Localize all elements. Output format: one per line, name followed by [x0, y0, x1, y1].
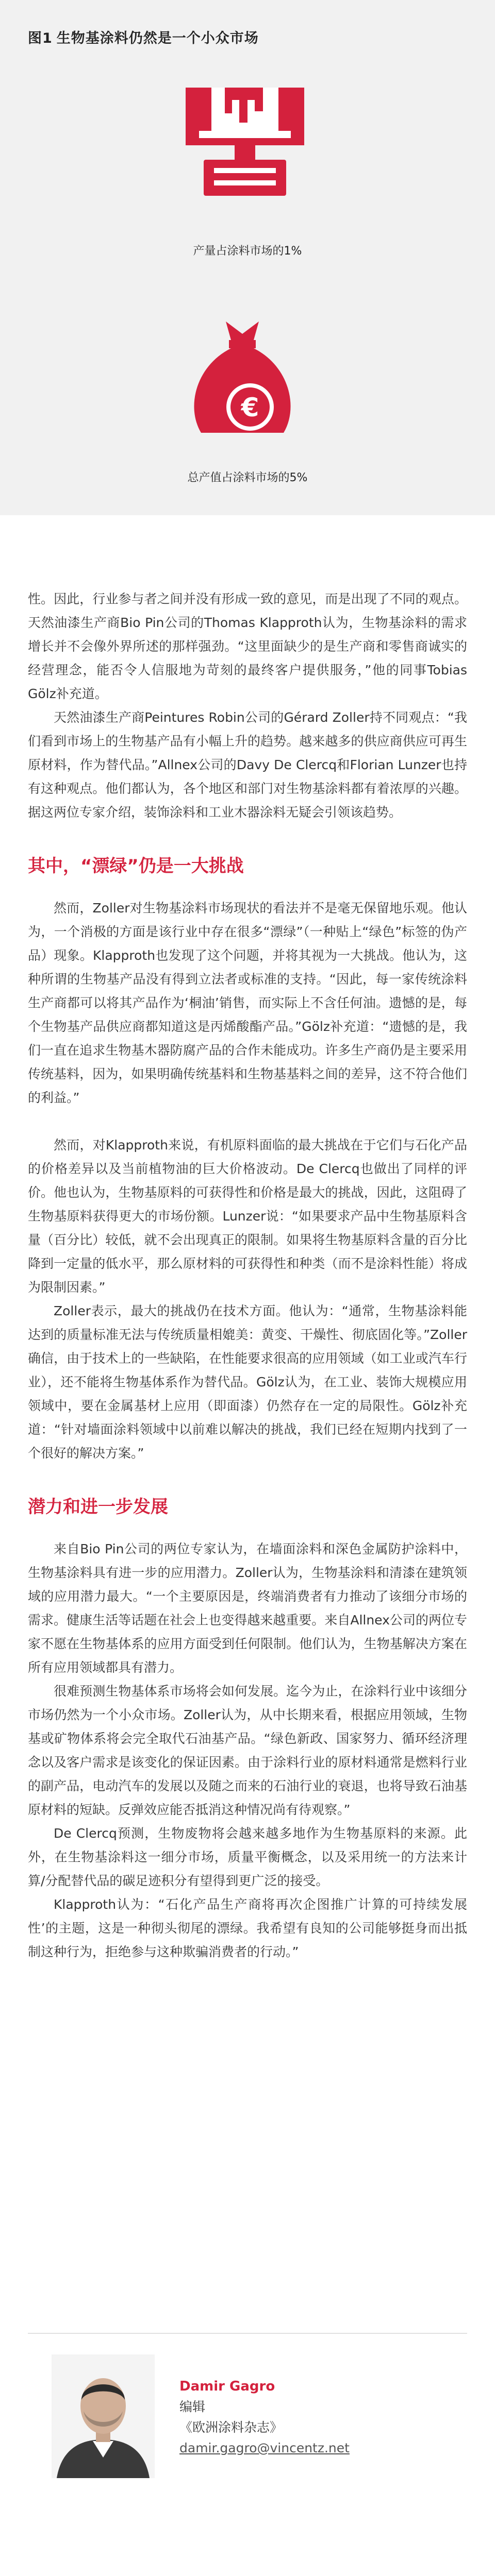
paragraph-2: 天然油漆生产商Peintures Robin公司的Gérard Zoller持不同观点：“我们看到市场上的生物基产品有小幅上升的趋势。越来越多的供应商供应可再生原材料，作为替代品。”Allnex公司的Davy De Clercq和Florian Lunzer也持有这种观点。他们都认为，各个地区和部门对生物基涂料都有着浓厚的兴趣。据这两位专家介绍，装饰涂料和工业木器涂料无疑会引领该趋势。 [28, 710, 467, 820]
euro-symbol: € [241, 393, 259, 422]
stat2-caption: 总产值占涂料市场的5% [187, 471, 308, 484]
paragraph-5: Zoller表示，最大的挑战仍在技术方面。他认为：“通常，生物基涂料能达到的质量标准无法与传统质量相媲美：黄变、干燥性、彻底固化等。”Zoller确信，由于技术上的一些缺陷，在性能要求很高的应用领域（如工业或汽车行业），还不能将生物基体系作为替代品。Gölz认为，在工业、装饰大规模应用领域中，要在金属基材上应用（即面漆）仍然存在一定的局限性。Gölz补充道：“针对墙面涂料领域中以前难以解决的挑战，我们已经在短期内找到了一个很好的解决方案。” [28, 1303, 467, 1461]
figure-panel [0, 0, 495, 515]
paragraph-7: 很难预测生物基体系市场将会如何发展。迄今为止，在涂料行业中该细分市场仍然为一个小众市场。Zoller认为，从中长期来看，根据应用领域，生物基或矿物体系将会完全取代石油基产品。“绿色新政、国家努力、循环经济理念以及客户需求是该变化的保证因素。由于涂料行业的原材料通常是燃料行业的副产品，电动汽车的发展以及随之而来的石油行业的衰退，也将导致石油基原材料的短缺。反弹效应能否抵消这种情况尚有待观察。” [28, 1684, 467, 1817]
author-photo [52, 2354, 155, 2478]
paragraph-8: De Clercq预测，生物废物将会越来越多地作为生物基原料的来源。此外，在生物基涂料这一细分市场，质量平衡概念，以及采用统一的方法来计算/分配替代品的碳足迹积分有望得到更广泛的接受。 [28, 1826, 467, 1888]
author-email-link[interactable]: damir.gagro@vincentz.net [179, 2441, 350, 2455]
paragraph-4: 然而，对Klapproth来说，有机原料面临的最大挑战在于它们与石化产品的价格差异以及当前植物油的巨大价格波动。De Clercq也做出了同样的评价。他也认为，生物基原料的可获得性和价格是最大的挑战，因此，这阻碍了生物基原料获得更大的市场份额。Lunzer说：“如果要求产品中生物基原料含量（百分比）较低，就不会出现真正的限制。如果将生物基原料含量的百分比降到一定量的低水平，那么原材料的可获得性和种类（而不是涂料性能）将成为限制因素。” [28, 1138, 467, 1295]
author-name: Damir Gagro [179, 2379, 275, 2394]
paragraph-1: 性。因此，行业参与者之间并没有形成一致的意见，而是出现了不同的观点。天然油漆生产商Bio Pin公司的Thomas Klapproth认为，生物基涂料的需求增长并不会像外界所述的那样强劲。“这里面缺少的是生产商和零售商诚实的经营理念，能否令人信服地为苛刻的最终客户提供服务，”他的同事Tobias Gölz补充道。 [28, 591, 467, 701]
paragraph-6: 来自Bio Pin公司的两位专家认为，在墙面涂料和深色金属防护涂料中，生物基涂料具有进一步的应用潜力。Zoller认为，生物基涂料和清漆在建筑领域的应用潜力最大。“一个主要原因是，终端消费者有力推动了该细分市场的需求。健康生活等话题在社会上也变得越来越重要。来自Allnex公司的两位专家不愿在生物基体系的应用方面受到任何限制。他们认为，生物基解决方案在所有应用领域都具有潜力。 [28, 1541, 467, 1675]
author-divider [28, 2333, 467, 2334]
article-body [28, 587, 467, 1964]
money-bag-euro-icon [165, 304, 320, 459]
figure-title-text: 生物基涂料仍然是一个小众市场 [56, 30, 259, 46]
figure-title [28, 27, 259, 47]
author-info [179, 2376, 350, 2459]
stat1-caption: 产量占涂料市场的1% [193, 245, 302, 258]
figure-label: 图1 [28, 30, 53, 46]
paragraph-3: 然而，Zoller对生物基涂料市场现状的看法并不是毫无保留地乐观。他认为，一个消极的方面是该行业中存在很多“漂绿”（一种贴上“绿色”标签的伪产品）现象。Klapproth也发现了这个问题，并将其视为一大挑战。他认为，这种所谓的生物基产品没有得到立法者或标准的支持。“因此，每一家传统涂料生产商都可以将其产品作为‘桐油’销售，而实际上不含任何油。遗憾的是，每个生物基产品供应商都知道这是丙烯酸酯产品。”Gölz补充道：“遗憾的是，我们一直在追求生物基木器防腐产品的合作未能成功。许多生产商仍是主要采用传统基料，因为，如果明确传统基料和生物基基料之间的差异，这不符合他们的利益。” [28, 901, 467, 1105]
paragraph-9: Klapproth认为：“石化产品生产商将再次企图推广计算的可持续发展性’的主题，这是一种彻头彻尾的漂绿。我希望有良知的公司能够挺身而出抵制这种行为，拒绝参与这种欺骗消费者的行动。” [28, 1897, 467, 1959]
author-publication: 《欧洲涂料杂志》 [179, 2420, 283, 2435]
section-heading-potential: 潜力和进一步发展 [28, 1497, 168, 1517]
author-role: 编辑 [179, 2399, 206, 2414]
section-heading-greenwashing: 其中，“漂绿”仍是一大挑战 [28, 856, 244, 876]
paint-bucket-icon [175, 77, 315, 232]
